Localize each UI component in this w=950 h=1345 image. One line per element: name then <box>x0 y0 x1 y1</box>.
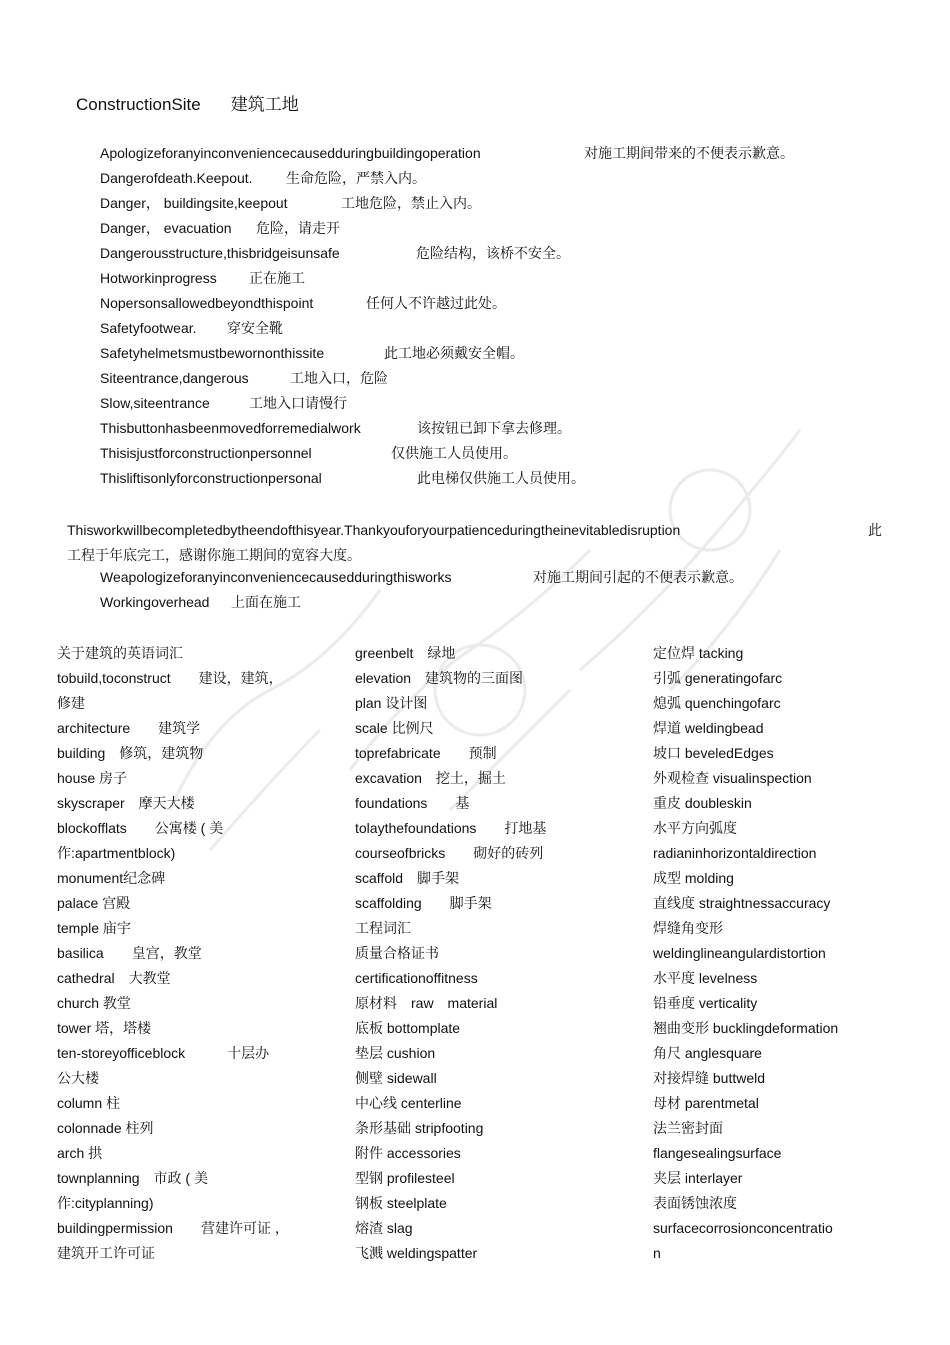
phrase-row <box>100 393 900 418</box>
vocab-entry: skyscraper 摩天大楼 <box>57 795 195 811</box>
vocab-entry: tower 塔，塔楼 <box>57 1020 152 1036</box>
vocab-entry: 附件 accessories <box>355 1145 461 1161</box>
vocab-entry: townplanning 市政 ( 美 <box>57 1170 208 1186</box>
phrase-en: Apologizeforanyinconveniencecausedduringbuildingoperation <box>100 145 481 161</box>
vocab-entry: scaffolding 脚手架 <box>355 895 492 911</box>
vocab-entry: excavation 挖土，掘土 <box>355 770 506 786</box>
vocab-entry: elevation 建筑物的三面图 <box>355 670 524 686</box>
phrase-en: Siteentrance,dangerous <box>100 370 249 386</box>
title-zh: 建筑工地 <box>230 95 299 114</box>
vocab-entry: 钢板 steelplate <box>355 1195 447 1211</box>
vocab-entry: 熔渣 slag <box>355 1220 413 1236</box>
notice-line <box>67 518 882 543</box>
vocab-entry: 成型 molding <box>653 870 734 886</box>
vocab-entry: 直线度 straightnessaccuracy <box>653 895 831 911</box>
phrase-row <box>100 143 900 168</box>
phrase-zh: 此电梯仅供施工人员使用。 <box>417 470 585 486</box>
vocab-entry: ten-storeyofficeblock 十层办 <box>57 1045 270 1061</box>
vocab-entry: 作:apartmentblock) <box>57 845 176 861</box>
phrase-en: Nopersonsallowedbeyondthispoint <box>100 295 314 311</box>
vocab-entry: scale 比例尺 <box>355 720 434 736</box>
phrase-zh: 任何人不许越过此处。 <box>366 295 506 311</box>
phrase-zh: 工地入口，危险 <box>290 370 388 386</box>
phrase-en: Thisbuttonhasbeenmovedforremedialwork <box>100 420 361 436</box>
vocab-entry: tolaythefoundations 打地基 <box>355 820 547 836</box>
phrase-zh: 上面在施工 <box>231 594 301 610</box>
vocab-entry: 作:cityplanning) <box>57 1195 154 1211</box>
phrase-row <box>100 218 900 243</box>
vocab-entry: buildingpermission 营建许可证 ， <box>57 1220 289 1236</box>
vocab-entry: 建筑开工许可证 <box>57 1245 155 1261</box>
vocab-entry: 法兰密封面 <box>653 1120 723 1136</box>
vocab-entry: church 教堂 <box>57 995 131 1011</box>
phrase-row <box>100 368 900 393</box>
phrase-row <box>100 243 900 268</box>
vocab-column-1 <box>57 641 317 1266</box>
vocab-entry: house 房子 <box>57 770 128 786</box>
phrase-row <box>100 193 900 218</box>
phrase-zh: 工地危险，禁止入内。 <box>341 195 481 211</box>
vocab-entry: 关于建筑的英语词汇 <box>57 645 183 661</box>
vocab-column-3 <box>653 641 923 1266</box>
vocab-entry: scaffold 脚手架 <box>355 870 459 886</box>
vocab-entry: architecture 建筑学 <box>57 720 201 736</box>
vocab-entry: 侧壁 sidewall <box>355 1070 437 1086</box>
vocab-entry: 定位焊 tacking <box>653 645 744 661</box>
vocab-entry: 条形基础 stripfooting <box>355 1120 484 1136</box>
sign-phrase-list-2 <box>100 567 900 617</box>
vocab-entry: plan 设计图 <box>355 695 428 711</box>
phrase-en: Safetyfootwear. <box>100 320 197 336</box>
vocab-entry: 质量合格证书 <box>355 945 439 961</box>
vocab-entry: cathedral 大教堂 <box>57 970 171 986</box>
phrase-en: Dangerofdeath.Keepout. <box>100 170 253 186</box>
title-en: ConstructionSite <box>76 95 201 114</box>
phrase-row <box>100 418 900 443</box>
phrase-en: Safetyhelmetsmustbewornonthissite <box>100 345 325 361</box>
vocab-entry: foundations 基 <box>355 795 470 811</box>
vocab-entry: 引弧 generatingofarc <box>653 670 783 686</box>
vocab-entry: 夹层 interlayer <box>653 1170 743 1186</box>
vocab-entry: basilica 皇宫，教堂 <box>57 945 202 961</box>
vocab-entry: 型钢 profilesteel <box>355 1170 455 1186</box>
vocab-entry: 熄弧 quenchingofarc <box>653 695 781 711</box>
vocab-entry: greenbelt 绿地 <box>355 645 456 661</box>
vocab-entry: building 修筑，建筑物 <box>57 745 204 761</box>
vocab-entry: palace 宫殿 <box>57 895 131 911</box>
phrase-zh: 危险，请走开 <box>256 220 340 236</box>
sign-phrase-list <box>100 143 900 493</box>
phrase-row <box>100 318 900 343</box>
notice-zh-rest: 工程于年底完工，感谢你施工期间的宽容大度。 <box>67 547 361 563</box>
vocab-entry: courseofbricks 砌好的砖列 <box>355 845 544 861</box>
vocab-entry: 对接焊缝 buttweld <box>653 1070 766 1086</box>
vocab-entry: 重皮 doubleskin <box>653 795 752 811</box>
phrase-row <box>100 592 900 617</box>
phrase-zh: 工地入口请慢行 <box>249 395 347 411</box>
vocab-column-2 <box>355 641 625 1266</box>
phrase-zh: 正在施工 <box>249 270 305 286</box>
phrase-row <box>100 343 900 368</box>
phrase-en: Slow,siteentrance <box>100 395 210 411</box>
vocab-entry: 垫层 cushion <box>355 1045 436 1061</box>
vocab-entry: 母材 parentmetal <box>653 1095 759 1111</box>
vocab-entry: 焊道 weldingbead <box>653 720 764 736</box>
phrase-row <box>100 468 900 493</box>
vocab-entry: certificationoffitness <box>355 970 478 986</box>
phrase-en: Danger， buildingsite,keepout <box>100 195 288 211</box>
phrase-zh: 仅供施工人员使用。 <box>391 445 517 461</box>
vocab-entry: toprefabricate 预制 <box>355 745 497 761</box>
vocab-entry: 水平度 levelness <box>653 970 758 986</box>
vocab-entry: n <box>653 1245 661 1261</box>
phrase-zh: 对施工期间带来的不便表示歉意。 <box>584 145 794 161</box>
notice-en: Thisworkwillbecompletedbytheendofthisyear.Thankyouforyourpatienceduringtheinevitabledisruption <box>67 522 681 538</box>
phrase-row <box>100 443 900 468</box>
notice-zh-start: 此 <box>868 522 882 538</box>
phrase-zh: 对施工期间引起的不便表示歉意。 <box>533 569 743 585</box>
phrase-en: Danger， evacuation <box>100 220 232 236</box>
phrase-row <box>100 268 900 293</box>
phrase-en: Thisliftisonlyforconstructionpersonal <box>100 470 322 486</box>
vocab-entry: tobuild,toconstruct 建设，建筑， <box>57 670 283 686</box>
vocab-entry: 公大楼 <box>57 1070 99 1086</box>
vocab-entry: monument纪念碑 <box>57 870 166 886</box>
completion-notice <box>67 518 882 568</box>
vocab-entry: 翘曲变形 bucklingdeformation <box>653 1020 839 1036</box>
vocab-entry: 中心线 centerline <box>355 1095 462 1111</box>
vocab-entry: 角尺 anglesquare <box>653 1045 762 1061</box>
vocab-entry: flangesealingsurface <box>653 1145 782 1161</box>
vocab-entry: 铅垂度 verticality <box>653 995 758 1011</box>
phrase-zh: 此工地必须戴安全帽。 <box>384 345 524 361</box>
vocab-entry: weldinglineangulardistortion <box>653 945 826 961</box>
page-title <box>76 90 299 115</box>
phrase-row <box>100 567 900 592</box>
vocab-entry: colonnade 柱列 <box>57 1120 154 1136</box>
vocab-entry: 工程词汇 <box>355 920 411 936</box>
vocab-entry: 表面锈蚀浓度 <box>653 1195 737 1211</box>
vocab-entry: 飞溅 weldingspatter <box>355 1245 478 1261</box>
vocab-entry: 坡口 beveledEdges <box>653 745 774 761</box>
phrase-en: Dangerousstructure,thisbridgeisunsafe <box>100 245 340 261</box>
vocab-entry: arch 拱 <box>57 1145 103 1161</box>
vocab-entry: 原材料 raw material <box>355 995 498 1011</box>
phrase-row <box>100 168 900 193</box>
phrase-en: Hotworkinprogress <box>100 270 217 286</box>
phrase-row <box>100 293 900 318</box>
phrase-en: Weapologizeforanyinconveniencecausedduringthisworks <box>100 569 452 585</box>
vocab-entry: 水平方向弧度 <box>653 820 737 836</box>
vocab-entry: 修建 <box>57 695 85 711</box>
phrase-zh: 穿安全靴 <box>227 320 283 336</box>
vocab-entry: temple 庙宇 <box>57 920 131 936</box>
vocab-entry: 外观检查 visualinspection <box>653 770 812 786</box>
vocab-entry: 底板 bottomplate <box>355 1020 461 1036</box>
vocab-entry: radianinhorizontaldirection <box>653 845 817 861</box>
phrase-zh: 生命危险，严禁入内。 <box>286 170 426 186</box>
vocab-entry: blockofflats 公寓楼 ( 美 <box>57 820 224 836</box>
vocab-entry: 焊缝角变形 <box>653 920 723 936</box>
phrase-en: Workingoverhead <box>100 594 210 610</box>
phrase-en: Thisisjustforconstructionpersonnel <box>100 445 312 461</box>
vocab-entry: column 柱 <box>57 1095 121 1111</box>
phrase-zh: 危险结构，该桥不安全。 <box>416 245 570 261</box>
phrase-zh: 该按钮已卸下拿去修理。 <box>417 420 571 436</box>
vocab-entry: surfacecorrosionconcentratio <box>653 1220 833 1236</box>
